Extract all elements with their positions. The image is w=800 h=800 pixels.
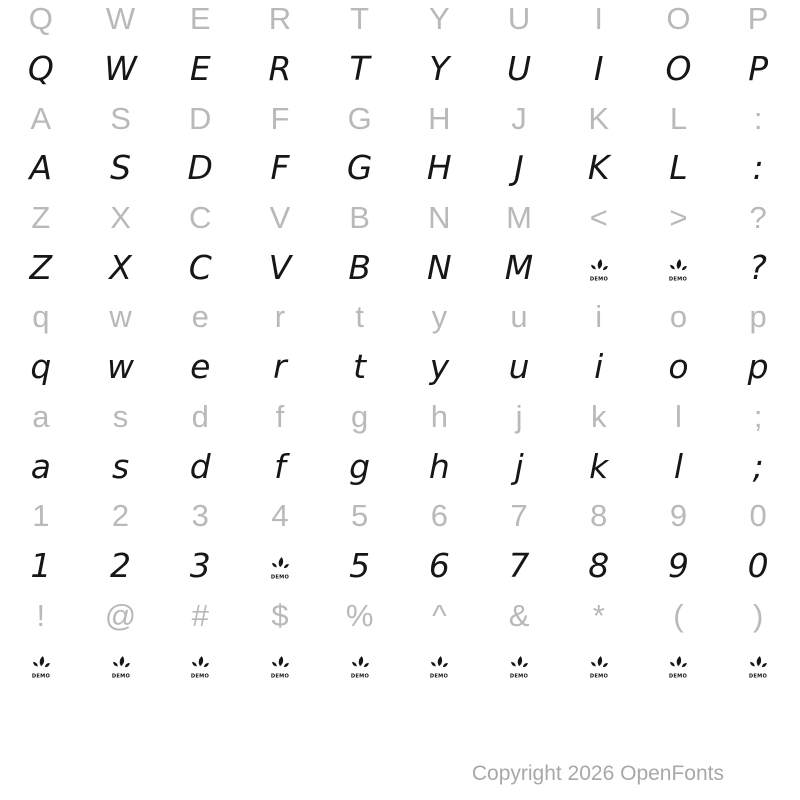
glyph-cell: P [748,49,769,89]
glyph-cell: C [189,200,212,236]
glyph-cell: O [665,49,692,89]
glyph-cell: < [589,200,608,236]
glyph-cell: B [349,200,370,236]
glyph-cell: G [347,100,372,136]
demo-glyph-icon [269,555,291,580]
glyph-cell: & [508,597,530,633]
glyph-cell: H [426,148,452,188]
glyph-cell: Y [429,49,450,89]
glyph-cell [240,640,320,690]
glyph-cell: f [275,398,285,434]
svg-text:DEMO: DEMO [191,673,210,680]
glyph-cell: a [32,398,50,434]
preview-row-reference-font [1,491,798,541]
glyph-cell: > [669,200,688,236]
preview-row-reference-font [1,292,798,342]
glyph-cell: ^ [432,597,447,633]
demo-glyph-icon [349,654,371,679]
demo-glyph-icon [110,654,132,679]
preview-row-demo-font [1,143,798,193]
preview-row-demo-font [1,441,798,491]
svg-text:DEMO: DEMO [589,673,608,680]
glyph-cell: ? [749,247,767,287]
demo-glyph-icon [189,654,211,679]
glyph-cell: t [353,347,367,387]
glyph-cell: p [749,299,767,335]
glyph-cell: k [590,398,607,434]
glyph-cell: q [32,299,50,335]
glyph-cell: * [592,597,605,633]
glyph-cell: 9 [669,498,688,534]
glyph-cell: N [428,200,451,236]
glyph-cell: T [349,49,370,89]
glyph-cell [559,640,639,690]
glyph-cell: R [268,1,292,37]
glyph-cell [1,640,81,690]
glyph-cell: X [109,247,132,287]
glyph-cell: s [111,446,130,486]
glyph-cell [320,640,400,690]
svg-text:DEMO: DEMO [589,276,608,282]
glyph-cell [479,640,559,690]
glyph-cell: J [511,100,527,136]
glyph-cell: 8 [590,498,608,534]
demo-glyph-icon [508,654,530,679]
glyph-cell: B [348,247,371,287]
preview-row-reference-font [1,392,798,442]
glyph-cell: A [29,148,53,188]
demo-glyph-icon [588,257,610,282]
glyph-cell: g [349,446,371,486]
glyph-cell: u [510,299,528,335]
svg-text:DEMO: DEMO [430,673,449,680]
glyph-cell: r [273,347,287,387]
glyph-cell: ? [749,200,767,236]
glyph-cell: W [104,49,137,89]
glyph-cell: p [747,347,769,387]
glyph-cell: o [669,299,688,335]
glyph-cell: M [504,247,534,287]
glyph-cell: F [270,148,290,188]
glyph-cell: Z [29,247,53,287]
svg-text:DEMO: DEMO [748,673,768,680]
glyph-cell: l [675,398,682,434]
glyph-cell: S [110,100,131,136]
glyph-cell: d [191,398,209,434]
demo-glyph-icon [667,257,689,282]
glyph-cell: J [514,148,524,188]
glyph-cell: Z [31,200,51,236]
demo-glyph-icon [588,654,610,679]
glyph-cell: I [593,49,604,89]
glyph-cell: L [669,100,688,136]
glyph-cell: 0 [747,545,769,585]
glyph-cell: I [594,1,604,37]
glyph-cell: K [587,148,610,188]
svg-text:DEMO: DEMO [111,673,130,680]
preview-row-demo-font [1,640,798,690]
glyph-cell: # [191,597,209,633]
glyph-cell: 5 [351,498,369,534]
glyph-cell: ( [673,597,684,633]
glyph-cell: ; [752,446,764,486]
preview-row-reference-font [1,0,798,44]
preview-row-demo-font [1,541,798,591]
glyph-cell: V [268,247,292,287]
svg-text:DEMO: DEMO [669,673,688,680]
glyph-cell [81,640,161,690]
glyph-cell: A [30,100,52,136]
svg-text:DEMO: DEMO [31,673,50,680]
glyph-cell: C [188,247,212,287]
glyph-cell: Q [27,49,54,89]
glyph-cell: y [431,299,448,335]
glyph-cell: 7 [510,498,528,534]
glyph-cell: r [274,299,286,335]
glyph-cell: a [30,446,51,486]
glyph-cell: q [30,347,52,387]
glyph-cell: 6 [430,498,448,534]
glyph-cell [639,242,719,292]
glyph-cell: d [189,446,211,486]
glyph-cell: g [351,398,369,434]
glyph-cell: O [666,1,691,37]
svg-text:DEMO: DEMO [270,673,290,680]
glyph-cell: 3 [191,498,209,534]
glyph-cell: 2 [111,498,130,534]
glyph-cell [399,640,479,690]
glyph-cell: t [355,299,364,335]
glyph-cell: @ [104,597,137,633]
glyph-cell: % [345,597,374,633]
glyph-cell [240,541,320,591]
glyph-cell: e [190,347,211,387]
demo-glyph-icon [428,654,450,679]
glyph-cell: j [515,398,523,434]
glyph-cell: ) [752,597,764,633]
glyph-cell [160,640,240,690]
svg-text:DEMO: DEMO [509,673,529,680]
svg-text:DEMO: DEMO [669,276,688,282]
glyph-cell: 0 [749,498,767,534]
glyph-cell: l [673,446,684,486]
glyph-cell: s [112,398,129,434]
demo-glyph-icon [269,654,291,679]
glyph-cell: 4 [271,498,289,534]
glyph-cell: i [595,299,603,335]
glyph-cell: U [506,49,532,89]
glyph-cell: S [110,148,132,188]
glyph-cell: N [426,247,452,287]
svg-text:DEMO: DEMO [350,673,369,680]
preview-row-reference-font [1,590,798,640]
glyph-cell: D [187,148,213,188]
glyph-cell [718,640,798,690]
glyph-cell: : [752,148,764,188]
glyph-cell: k [589,446,609,486]
glyph-cell: K [588,100,610,136]
glyph-cell: 9 [667,545,689,585]
glyph-cell: ! [36,597,46,633]
glyph-cell: T [350,1,370,37]
glyph-cell: 3 [189,545,211,585]
glyph-cell [559,242,639,292]
preview-row-demo-font [1,342,798,392]
glyph-cell: L [669,148,688,188]
glyph-cell: P [747,1,769,37]
glyph-cell: M [506,200,532,236]
glyph-cell: F [270,100,290,136]
glyph-cell: w [107,347,135,387]
glyph-cell: $ [271,597,289,633]
glyph-cell: : [753,100,763,136]
demo-glyph-icon [667,654,689,679]
glyph-cell: E [189,1,211,37]
glyph-cell: H [428,100,451,136]
glyph-cell: V [269,200,291,236]
glyph-cell: G [346,148,373,188]
glyph-cell [639,640,719,690]
glyph-cell: i [594,347,604,387]
glyph-cell: 7 [508,545,530,585]
glyph-cell: 2 [110,545,132,585]
demo-glyph-icon [747,654,769,679]
preview-row-reference-font [1,93,798,143]
glyph-cell: o [668,347,689,387]
glyph-cell: ; [753,398,763,434]
glyph-cell: Y [428,1,450,37]
glyph-cell: U [507,1,531,37]
glyph-cell: y [429,347,450,387]
glyph-cell: D [189,100,212,136]
glyph-cell: 6 [428,545,450,585]
copyright-text: Copyright 2026 OpenFonts [471,762,724,785]
glyph-cell: h [430,398,448,434]
glyph-cell: 1 [30,545,52,585]
glyph-cell: w [109,299,132,335]
glyph-cell: h [428,446,450,486]
glyph-cell: 8 [588,545,610,585]
glyph-cell: R [268,49,292,89]
character-grid [1,0,798,690]
glyph-cell: f [274,446,286,486]
glyph-cell: u [508,347,530,387]
preview-row-demo-font [1,44,798,94]
demo-glyph-icon [30,654,52,679]
glyph-cell: Q [28,1,53,37]
glyph-cell: 1 [32,498,50,534]
glyph-cell: X [110,200,131,236]
glyph-cell: 5 [349,545,371,585]
glyph-cell: E [189,49,211,89]
preview-row-demo-font [1,242,798,292]
glyph-cell: j [514,446,524,486]
glyph-cell: W [105,1,136,37]
preview-row-reference-font [1,193,798,243]
svg-text:DEMO: DEMO [270,574,290,580]
glyph-cell: e [191,299,209,335]
